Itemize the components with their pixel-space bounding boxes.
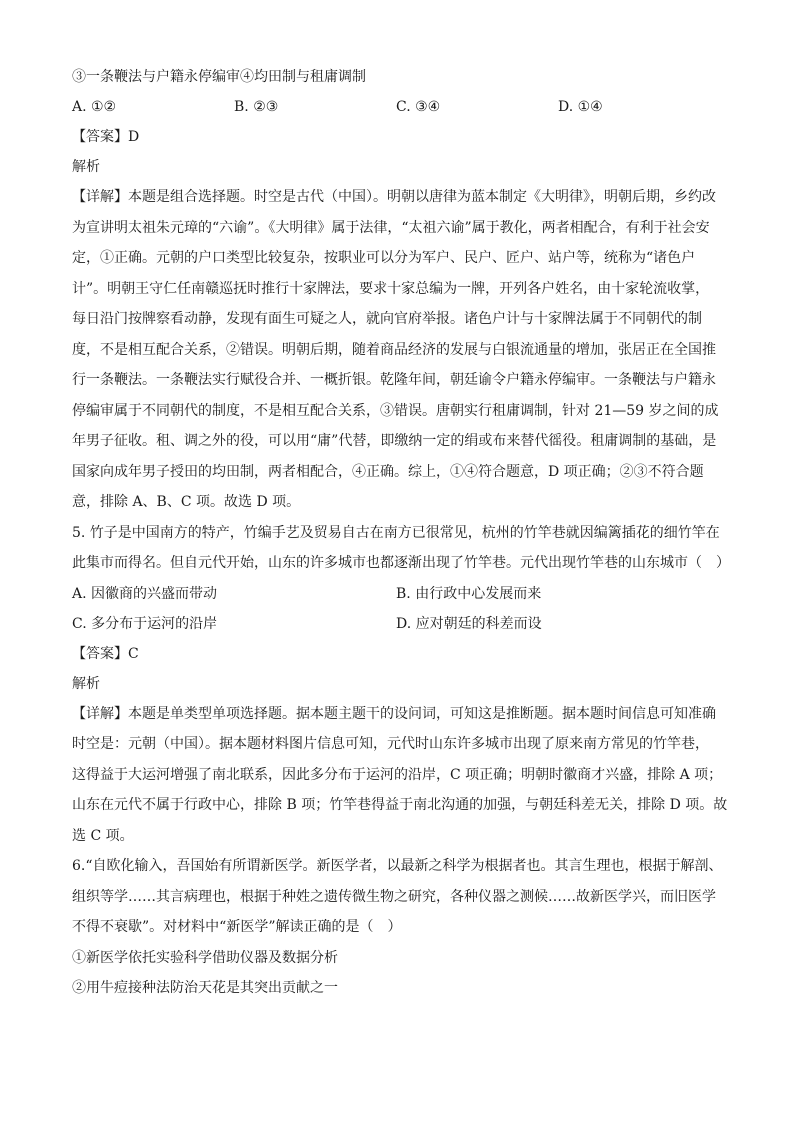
- q5-detail-line: 这得益于大运河增强了南北联系，因此多分布于运河的沿岸，C 项正确；明朝时徽商才兴盛，排除 A 项；: [72, 766, 723, 783]
- q5-option-d: D. 应对朝廷的科差而设: [396, 615, 542, 632]
- q4-option-d: D. ①④: [558, 99, 603, 115]
- q4-detail-line: 年男子征收。租、调之外的役，可以用“庸”代替，即缴纳一定的绢或布来替代徭役。租庸调制的基础，是: [72, 433, 717, 449]
- q4-detail-line: 意，排除 A、B、C 项。故选 D 项。: [72, 494, 301, 510]
- q6-stem: [72, 851, 732, 943]
- q4-detail: [72, 182, 732, 518]
- q4-detail-line: 计”。明朝王守仁任南赣巡抚时推行十家牌法，要求十家总编为一牌，开列各户姓名，由十家轮流收掌，: [72, 280, 710, 297]
- q4-analysis-heading: 解析: [72, 159, 100, 175]
- q6-stem-line: 不得不衰歇”。对材料中“新医学”解读正确的是（ ）: [72, 919, 402, 935]
- q5-options-row2: [72, 609, 732, 639]
- q5-stem-line: 此集市而得名。但自元代开始，山东的许多城市也都逐渐出现了竹竿巷。元代出现竹竿巷的山东城市（ ）: [72, 555, 730, 571]
- q4-options: [72, 92, 732, 122]
- q4-detail-line: 【详解】本题是组合选择题。时空是古代（中国）。明朝以唐律为蓝本制定《大明律》，明朝后期，乡约改: [72, 189, 716, 205]
- q6-stem-line: 6.“自欧化输入，吾国始有所谓新医学。新医学者，以最新之科学为根据者也。其言生理也，根据于解剖、: [72, 858, 723, 874]
- q4-answer: 【答案】D: [72, 129, 140, 145]
- document-page: [72, 62, 732, 1003]
- q6-item-2: ②用牛痘接种法防治天花是其突出贡献之一: [72, 979, 338, 996]
- q5-detail-line: 时空是：元朝（中国）。据本题材料图片信息可知，元代时山东许多城市出现了原来南方常见的竹竿巷，: [72, 736, 709, 752]
- q4-option-c: C. ③④: [396, 99, 441, 115]
- q5-answer: 【答案】C: [72, 645, 139, 662]
- q4-detail-line: 为宣讲明太祖朱元璋的“六谕”。《大明律》属于法律，“太祖六谕”属于教化，两者相配合，有利于社会安: [72, 219, 710, 236]
- q4-detail-line: 每日沿门按牌察看动静，发现有面生可疑之人，就向官府举报。诸色户计与十家牌法属于不同朝代的制: [72, 311, 702, 327]
- q4-option-a: A. ①②: [72, 99, 117, 115]
- q5-detail-line: 【详解】本题是单类型单项选择题。据本题主题干的设问词，可知这是推断题。据本题时间信息可知准确: [72, 705, 716, 722]
- q4-detail-line: 国家向成年男子授田的均田制，两者相配合，④正确。综上，①④符合题意，D 项正确；②③不符合题: [72, 463, 704, 480]
- q5-stem: [72, 518, 732, 579]
- q6-item-1: ①新医学依托实验科学借助仪器及数据分析: [72, 949, 338, 966]
- q5-option-a: A. 因徽商的兴盛而带动: [72, 585, 218, 602]
- q5-option-c: C. 多分布于运河的沿岸: [72, 615, 218, 632]
- q5-stem-line: 5. 竹子是中国南方的特产，竹编手艺及贸易自古在南方已很常见，杭州的竹竿巷就因编篱插花的细竹竿在: [72, 524, 720, 541]
- q5-detail-line: 选 C 项。: [72, 827, 134, 844]
- q4-detail-line: 度，不是相互配合关系，②错误。明朝后期，随着商品经济的发展与白银流通量的增加，张居正在全国推: [72, 341, 716, 358]
- q4-option-b: B. ②③: [234, 99, 279, 115]
- q4-detail-line: 定，①正确。元朝的户口类型比较复杂，按职业可以分为军户、民户、匠户、站户等，统称为“诸色户: [72, 250, 696, 266]
- q6-stem-line: 组织等学……其言病理也，根据于种姓之遗传微生物之研究，各种仪器之测候……故新医学兴，而旧医学: [72, 888, 716, 905]
- q4-detail-line: 停编审属于不同朝代的制度，不是相互配合关系，③错误。唐朝实行租庸调制，针对 21—59 岁之间的成: [72, 402, 719, 419]
- q4-choice-line: ③一条鞭法与户籍永停编审④均田制与租庸调制: [72, 69, 366, 85]
- q5-detail: [72, 699, 732, 852]
- q5-analysis-heading: 解析: [72, 675, 100, 692]
- q5-options-row1: [72, 579, 732, 609]
- q5-detail-line: 山东在元代不属于行政中心，排除 B 项；竹竿巷得益于南北沟通的加强，与朝廷科差无关，排除 D 项。故: [72, 797, 728, 813]
- q4-detail-line: 行一条鞭法。一条鞭法实行赋役合并、一概折银。乾隆年间，朝廷谕令户籍永停编审。一条鞭法与户籍永: [72, 372, 716, 388]
- q5-option-b: B. 由行政中心发展而来: [396, 585, 542, 602]
